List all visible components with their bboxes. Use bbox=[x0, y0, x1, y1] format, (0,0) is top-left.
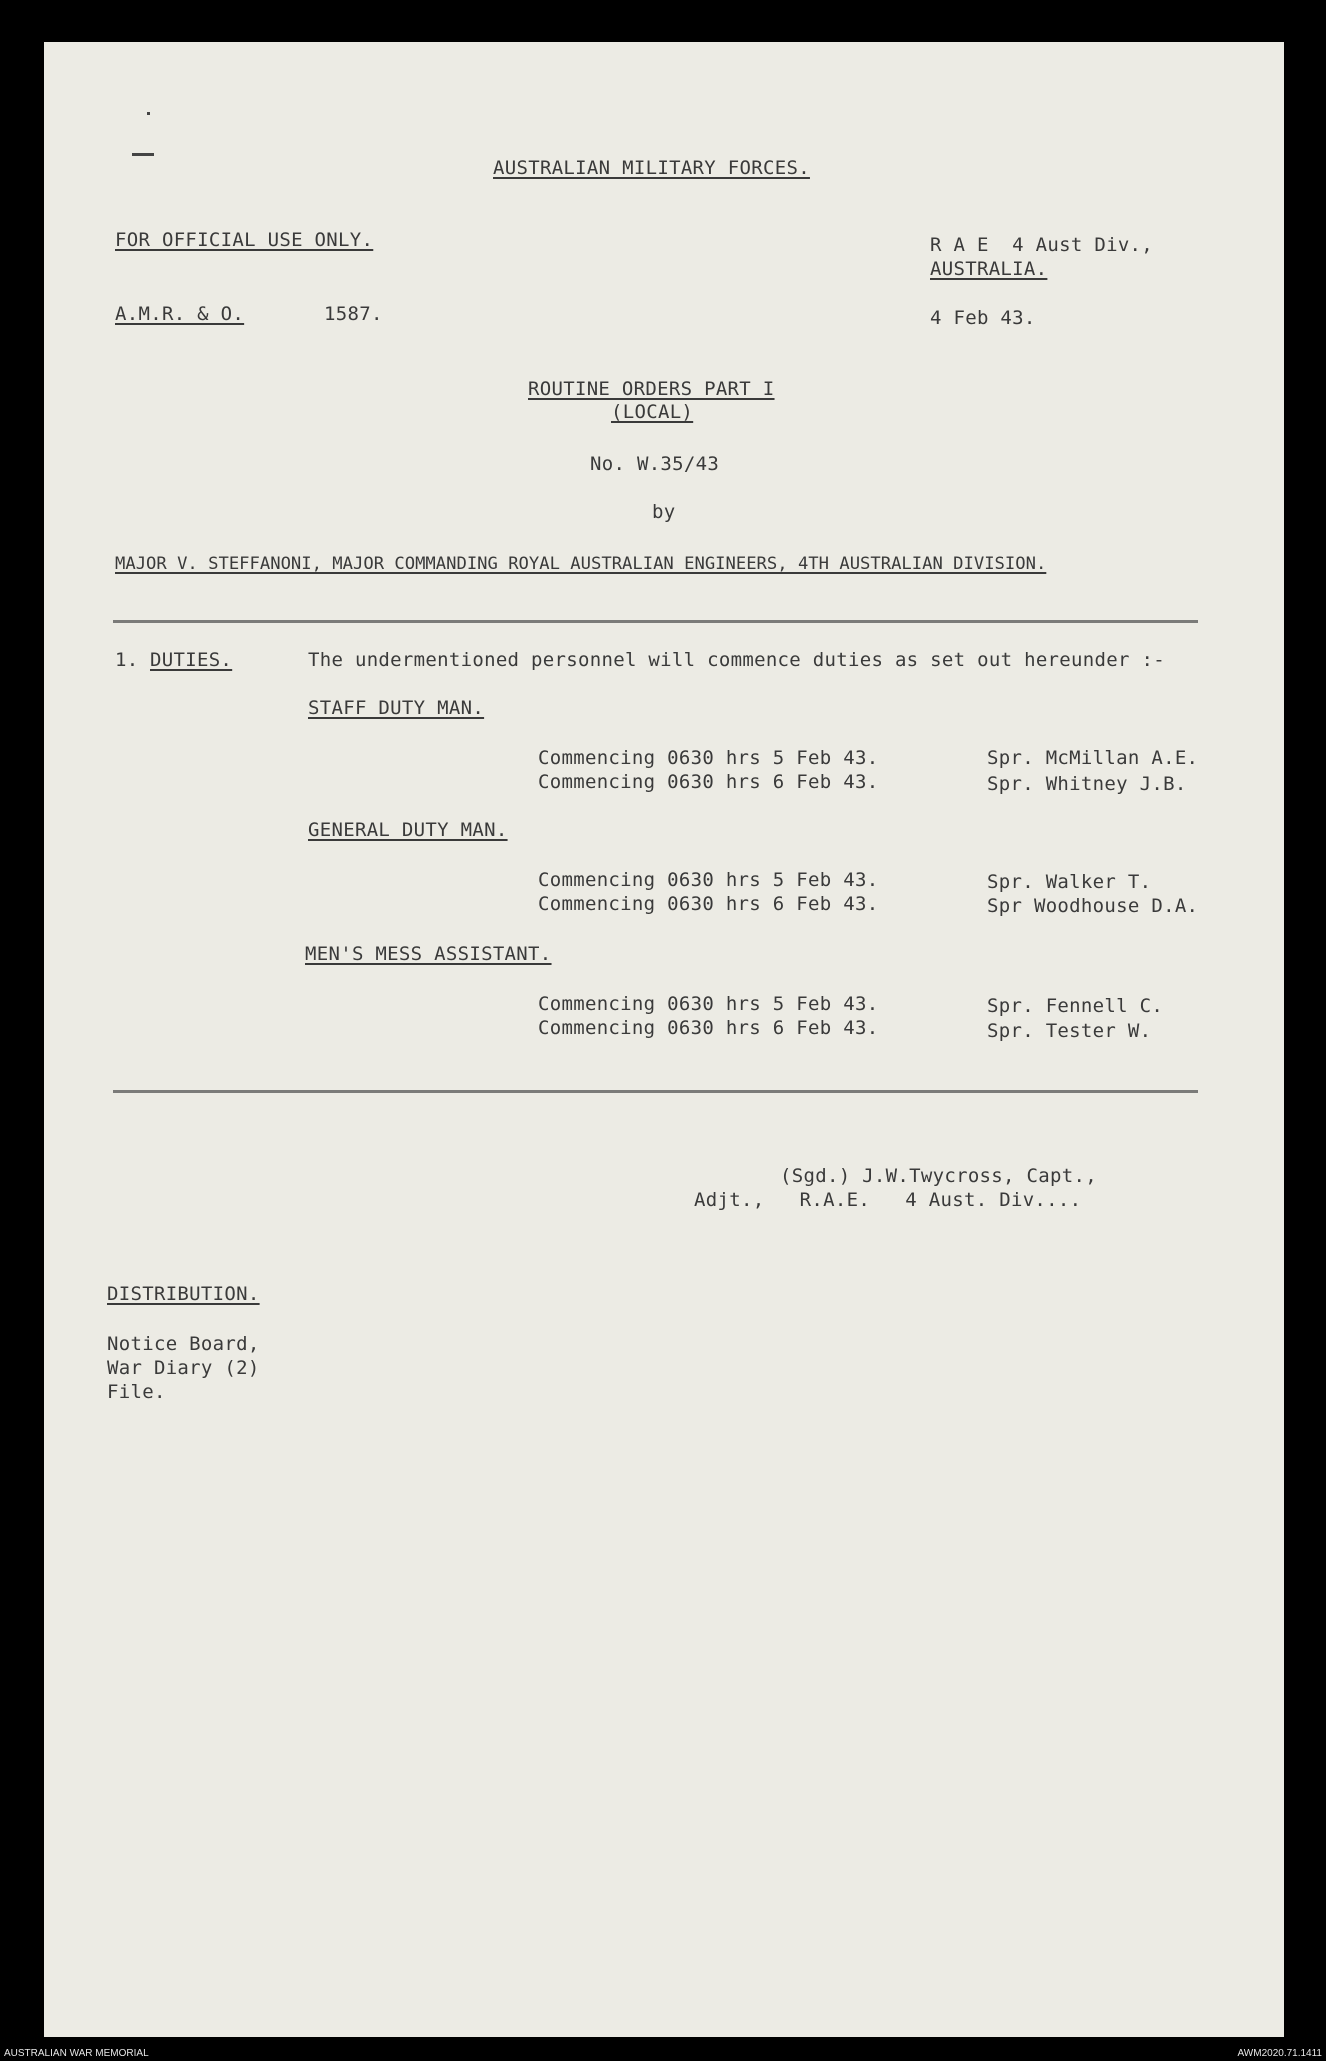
duty-entry-person: Spr. McMillan A.E. bbox=[987, 747, 1199, 769]
archive-credit: AUSTRALIAN WAR MEMORIAL bbox=[4, 2048, 149, 2059]
distribution-item: Notice Board, bbox=[107, 1333, 260, 1355]
duty-entry-date: Commencing 0630 hrs 6 Feb 43. bbox=[538, 771, 879, 793]
ink-mark bbox=[132, 153, 154, 156]
duty-entry-date: Commencing 0630 hrs 6 Feb 43. bbox=[538, 1017, 879, 1039]
duty-entry-person: Spr Woodhouse D.A. bbox=[987, 895, 1199, 917]
amr-number: 1587. bbox=[324, 303, 383, 325]
duty-entry-date: Commencing 0630 hrs 6 Feb 43. bbox=[538, 893, 879, 915]
unit-line-2: AUSTRALIA. bbox=[930, 258, 1048, 280]
divider-top bbox=[113, 620, 1198, 623]
duty-entry-person: Spr. Tester W. bbox=[987, 1020, 1152, 1042]
archive-reference: AWM2020.71.1411 bbox=[1237, 2048, 1322, 2059]
distribution-item: War Diary (2) bbox=[107, 1357, 260, 1379]
orders-subtitle: (LOCAL) bbox=[611, 401, 694, 423]
order-date: 4 Feb 43. bbox=[930, 307, 1036, 329]
duty-group-title: STAFF DUTY MAN. bbox=[308, 697, 485, 719]
unit-line-1: R A E 4 Aust Div., bbox=[930, 234, 1154, 256]
section-heading: DUTIES. bbox=[150, 649, 233, 671]
duty-entry-person: Spr. Whitney J.B. bbox=[987, 773, 1187, 795]
document-title: AUSTRALIAN MILITARY FORCES. bbox=[493, 157, 810, 179]
divider-bottom bbox=[113, 1090, 1198, 1093]
duty-group-title: MEN'S MESS ASSISTANT. bbox=[305, 943, 552, 965]
orders-title: ROUTINE ORDERS PART I bbox=[528, 378, 775, 400]
duties-intro: The undermentioned personnel will commence duties as set out hereunder :- bbox=[308, 649, 1165, 671]
amr-label: A.M.R. & O. bbox=[115, 303, 245, 325]
duty-entry-person: Spr. Walker T. bbox=[987, 871, 1152, 893]
signature-line-2: Adjt., R.A.E. 4 Aust. Div.... bbox=[694, 1189, 1082, 1211]
duty-group-title: GENERAL DUTY MAN. bbox=[308, 819, 508, 841]
distribution-item: File. bbox=[107, 1381, 166, 1403]
ink-speck bbox=[147, 112, 150, 115]
section-number: 1. bbox=[115, 649, 139, 671]
duty-entry-date: Commencing 0630 hrs 5 Feb 43. bbox=[538, 869, 879, 891]
distribution-heading: DISTRIBUTION. bbox=[107, 1283, 260, 1305]
by-label: by bbox=[652, 501, 676, 523]
duty-entry-date: Commencing 0630 hrs 5 Feb 43. bbox=[538, 993, 879, 1015]
commander-line: MAJOR V. STEFFANONI, MAJOR COMMANDING ROYAL AUSTRALIAN ENGINEERS, 4TH AUSTRALIAN DIVISION. bbox=[115, 554, 1047, 574]
duty-entry-person: Spr. Fennell C. bbox=[987, 995, 1164, 1017]
official-use-label: FOR OFFICIAL USE ONLY. bbox=[115, 229, 374, 251]
duty-entry-date: Commencing 0630 hrs 5 Feb 43. bbox=[538, 747, 879, 769]
signature-line-1: (Sgd.) J.W.Twycross, Capt., bbox=[780, 1165, 1097, 1187]
order-number: No. W.35/43 bbox=[590, 453, 720, 475]
